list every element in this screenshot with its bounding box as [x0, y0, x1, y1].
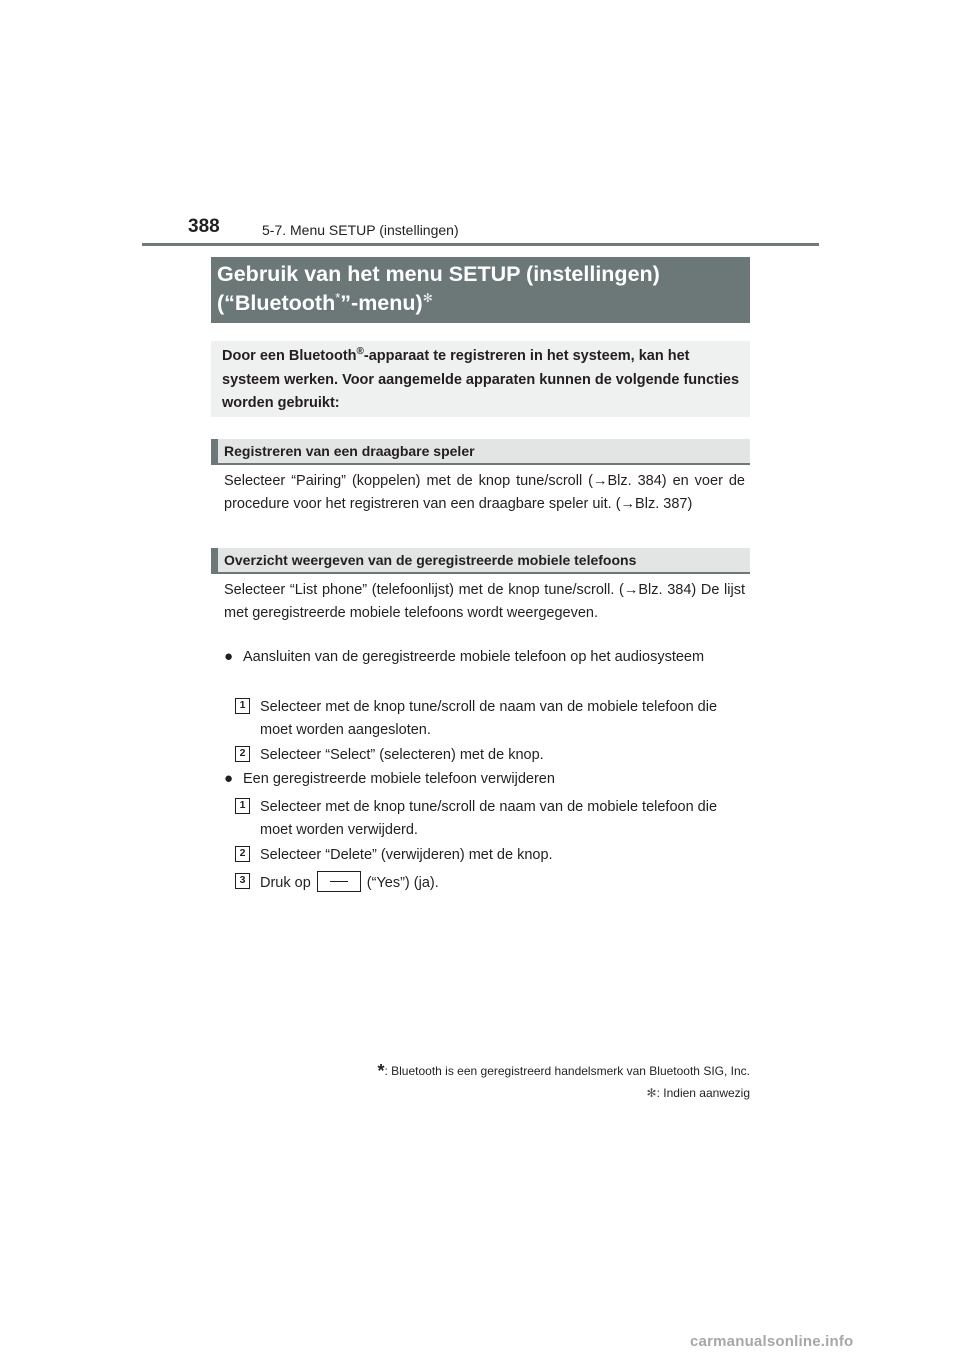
intro-part-1: Door een Bluetooth [222, 348, 357, 364]
option-mark-icon: ✻ [646, 1086, 657, 1100]
watermark: carmanualsonline.info [690, 1333, 854, 1350]
step-item [235, 744, 745, 767]
step-text-before: Druk op [260, 875, 311, 891]
bullet-text: Een geregistreerde mobiele telefoon verwijderen [243, 771, 555, 787]
footnote-option [647, 1086, 750, 1100]
step-item [235, 844, 745, 867]
subheading-register-player: Registreren van een draagbare speler [211, 439, 750, 465]
footnote-option-text: : Indien aanwezig [656, 1086, 750, 1100]
paragraph-register-player: Selecteer “Pairing” (koppelen) met de knop tune/scroll (→Blz. 384) en voer de procedure voor het registreren van een draagbare speler uit. (→Blz. 387) [224, 473, 745, 512]
footnote-trademark [377, 1061, 750, 1082]
step-item [235, 696, 745, 741]
section-title: 5-7. Menu SETUP (instellingen) [262, 222, 459, 238]
option-mark-icon: ✻ [422, 290, 433, 305]
yes-button-icon [317, 871, 361, 892]
page-title [211, 257, 750, 323]
step-text: Selecteer met de knop tune/scroll de naam van de mobiele telefoon die moet worden aangesloten. [260, 699, 718, 738]
step-number-badge: 2 [235, 746, 250, 762]
title-line-2-prefix: (“Bluetooth [217, 291, 336, 315]
title-line-2 [217, 289, 744, 318]
page-number: 388 [188, 216, 220, 237]
asterisk-mark: * [377, 1061, 385, 1081]
step-text: Selecteer met de knop tune/scroll de naam van de mobiele telefoon die moet worden verwijderd. [260, 799, 718, 838]
bullet-delete-phone [224, 768, 745, 791]
step-text: Selecteer “Delete” (verwijderen) met de knop. [260, 847, 553, 863]
step-number-badge: 1 [235, 698, 250, 714]
bullet-connect-phone [224, 646, 745, 669]
footnote-trademark-text: : Bluetooth is een geregistreerd handelsmerk van Bluetooth SIG, Inc. [384, 1064, 750, 1078]
step-text-after: (“Yes”) (ja). [366, 875, 439, 891]
step-item [235, 796, 745, 841]
asterisk-mark: * [335, 289, 341, 305]
title-line-2-suffix: ”-menu) [340, 291, 423, 315]
bullet-icon: ● [224, 648, 234, 665]
title-line-1: Gebruik van het menu SETUP (instellingen) [217, 262, 660, 286]
step-number-badge: 1 [235, 798, 250, 814]
bullet-text: Aansluiten van de geregistreerde mobiele telefoon op het audiosysteem [243, 649, 705, 665]
step-item [235, 871, 745, 895]
subheading-phone-list: Overzicht weergeven van de geregistreerde mobiele telefoons [211, 548, 750, 574]
intro-part-2: -apparaat te registreren in het systeem, kan het systeem werken. Voor aangemelde apparaten kunnen de volgende functies worden gebruikt: [222, 348, 740, 411]
header-divider [142, 243, 819, 246]
step-number-badge: 2 [235, 846, 250, 862]
step-number-badge: 3 [235, 873, 250, 889]
paragraph-phone-list: Selecteer “List phone” (telefoonlijst) met de knop tune/scroll. (→Blz. 384) De lijst met geregistreerde mobiele telefoons wordt weergegeven. [224, 582, 745, 621]
registered-mark: ® [356, 346, 364, 358]
step-text: Selecteer “Select” (selecteren) met de knop. [260, 747, 544, 763]
bullet-icon: ● [224, 770, 234, 787]
intro-box [211, 341, 750, 417]
step-text [235, 871, 745, 895]
